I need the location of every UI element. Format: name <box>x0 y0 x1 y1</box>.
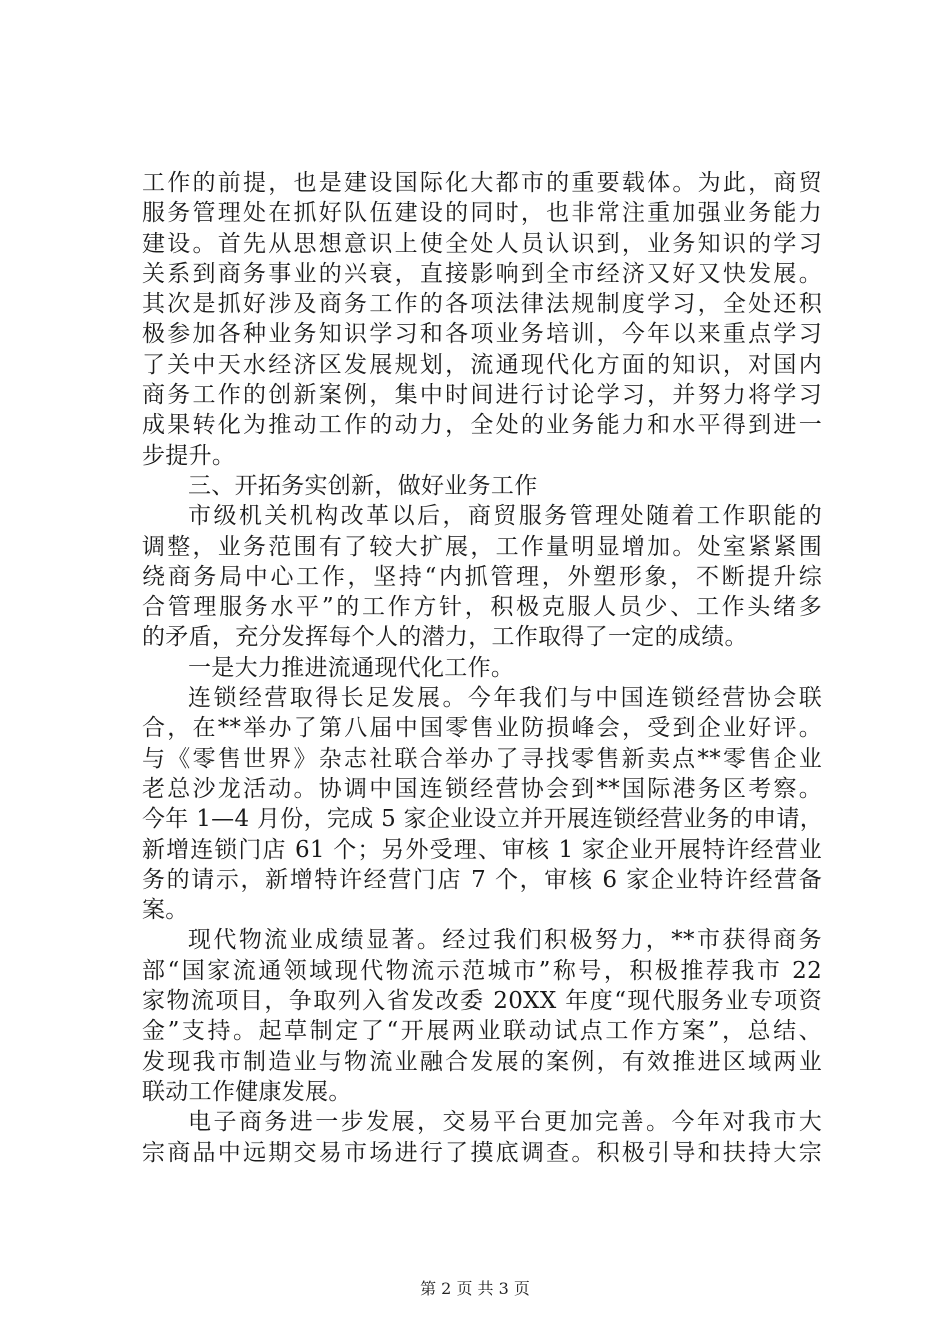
text-line: 市级机关机构改革以后，商贸服务管理处随着工作职能的 <box>188 503 822 530</box>
text-line: 案。 <box>142 897 189 924</box>
text-line: 商务工作的创新案例，集中时间进行讨论学习，并努力将学习 <box>142 382 822 409</box>
text-line: 的矛盾，充分发挥每个人的潜力，工作取得了一定的成绩。 <box>142 624 748 651</box>
text-line: 今年 1—4 月份，完成 5 家企业设立并开展连锁经营业务的申请， <box>142 806 824 833</box>
text-line: 金”支持。起草制定了“开展两业联动试点工作方案”，总结、 <box>142 1018 822 1045</box>
text-line: 部“国家流通领域现代物流示范城市”称号，积极推荐我市 22 <box>142 957 822 984</box>
text-line: 联动工作健康发展。 <box>142 1078 352 1105</box>
document-body <box>142 168 822 1168</box>
text-line: 三、开拓务实创新，做好业务工作 <box>188 472 538 499</box>
text-line: 调整，业务范围有了较大扩展，工作量明显增加。处室紧紧围 <box>142 533 822 560</box>
text-line: 合管理服务水平”的工作方针，积极克服人员少、工作头绪多 <box>142 594 822 621</box>
text-line: 了关中天水经济区发展规划，流通现代化方面的知识，对国内 <box>142 351 822 378</box>
text-line: 与《零售世界》杂志社联合举办了寻找零售新卖点**零售企业 <box>142 745 822 772</box>
text-line: 建设。首先从思想意识上使全处人员认识到，业务知识的学习 <box>142 230 822 257</box>
text-line: 连锁经营取得长足发展。今年我们与中国连锁经营协会联 <box>188 685 822 712</box>
text-line: 绕商务局中心工作，坚持“内抓管理，外塑形象，不断提升综 <box>142 563 822 590</box>
text-line: 现代物流业成绩显著。经过我们积极努力，**市获得商务 <box>188 927 822 954</box>
text-line: 务的请示，新增特许经营门店 7 个，审核 6 家企业特许经营备 <box>142 866 822 893</box>
text-line: 家物流项目，争取列入省发改委 20XX 年度“现代服务业专项资 <box>142 988 822 1015</box>
text-line: 合，在**举办了第八届中国零售业防损峰会，受到企业好评。 <box>142 715 822 742</box>
text-line: 工作的前提，也是建设国际化大都市的重要载体。为此，商贸 <box>142 170 822 196</box>
page-footer: 第 2 页 共 3 页 <box>420 1279 530 1298</box>
text-line: 一是大力推进流通现代化工作。 <box>188 654 515 681</box>
text-line: 步提升。 <box>142 442 236 469</box>
text-line: 关系到商务事业的兴衰，直接影响到全市经济又好又快发展。 <box>142 260 822 287</box>
text-line: 老总沙龙活动。协调中国连锁经营协会到**国际港务区考察。 <box>142 775 822 802</box>
text-line: 宗商品中远期交易市场进行了摸底调查。积极引导和扶持大宗 <box>142 1139 822 1166</box>
text-line: 电子商务进一步发展，交易平台更加完善。今年对我市大 <box>188 1109 822 1136</box>
text-line: 发现我市制造业与物流业融合发展的案例，有效推进区域两业 <box>142 1048 822 1075</box>
text-line: 服务管理处在抓好队伍建设的同时，也非常注重加强业务能力 <box>142 200 822 227</box>
text-line: 其次是抓好涉及商务工作的各项法律法规制度学习，全处还积 <box>142 291 822 318</box>
text-line: 新增连锁门店 61 个；另外受理、审核 1 家企业开展特许经营业 <box>142 836 822 863</box>
text-line: 极参加各种业务知识学习和各项业务培训，今年以来重点学习 <box>142 321 822 348</box>
text-line: 成果转化为推动工作的动力，全处的业务能力和水平得到进一 <box>142 412 822 439</box>
